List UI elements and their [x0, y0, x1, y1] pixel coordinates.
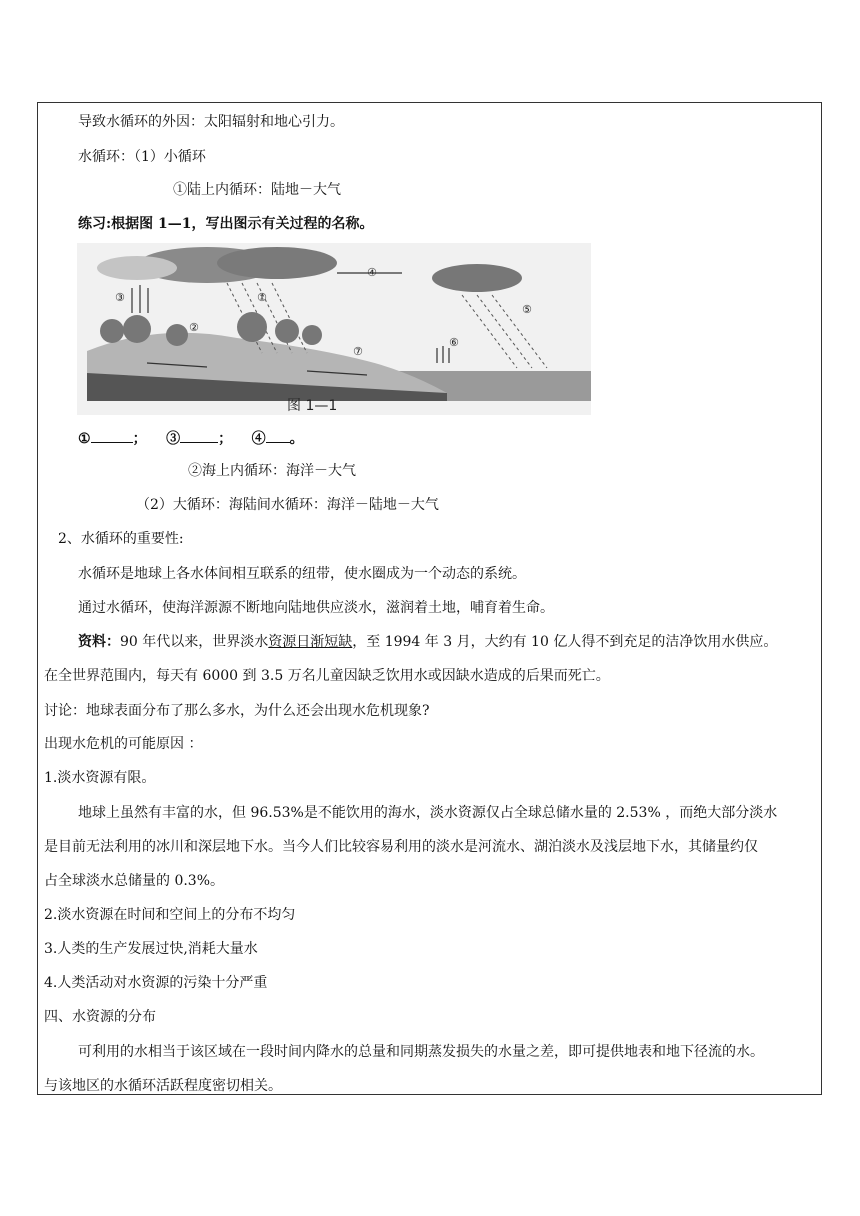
text-line: 出现水危机的可能原因 ： [44, 736, 203, 752]
marker-2: ② [189, 321, 199, 334]
material-paragraph: 资料：90 年代以来，世界淡水资源日渐短缺，至 1994 年 3 月，大约有 10 亿人得不到充足的洁净饮用水供应。 [78, 634, 778, 650]
figure-caption: 图 1—1 [287, 398, 338, 414]
marker-6: ⑥ [449, 336, 459, 349]
text-line: ①陆上内循环：陆地－大气 [173, 182, 341, 198]
blank-3[interactable] [180, 428, 218, 443]
text-line: 是目前无法利用的冰川和深层地下水。当今人们比较容易利用的淡水是河流水、湖泊淡水及浅层地下水，其储量约仅 [44, 839, 758, 855]
text-line: 水循环是地球上各水体间相互联系的纽带，使水圈成为一个动态的系统。 [78, 566, 526, 582]
list-item: 3.人类的生产发展过快,消耗大量水 [44, 941, 258, 957]
marker-5: ⑤ [522, 303, 532, 316]
marker-1: ① [257, 291, 267, 304]
text-line: ②海上内循环：海洋－大气 [188, 463, 356, 479]
exercise-heading: 练习:根据图 1—1，写出图示有关过程的名称。 [78, 216, 374, 232]
text-line: 可利用的水相当于该区域在一段时间内降水的总量和同期蒸发损失的水量之差，即可提供地表和地下径流的水。 [78, 1044, 764, 1060]
text-line: （2）大循环：海陆间水循环：海洋－陆地－大气 [136, 497, 439, 513]
text-line: 通过水循环，使海洋源源不断地向陆地供应淡水，滋润着土地，哺育着生命。 [78, 600, 554, 616]
section-heading: 2、水循环的重要性: [58, 531, 184, 547]
answer-blanks: ① ； ③ ； ④ 。 [78, 428, 304, 448]
marker-4: ④ [367, 266, 377, 279]
marker-7: ⑦ [353, 345, 363, 358]
list-item: 2.淡水资源在时间和空间上的分布不均匀 [44, 907, 296, 923]
list-item: 4.人类活动对水资源的污染十分严重 [44, 975, 268, 991]
text-line: 与该地区的水循环活跃程度密切相关。 [44, 1078, 282, 1094]
text-line: 地球上虽然有丰富的水，但 96.53%是不能饮用的海水，淡水资源仅占全球总储水量的 2.53% ，而绝大部分淡水 [78, 805, 778, 821]
blank-4[interactable] [266, 428, 290, 443]
text-line: 在全世界范围内，每天有 6000 到 3.5 万名儿童因缺乏饮用水或因缺水造成的后果而死亡。 [44, 668, 610, 684]
marker-3: ③ [115, 291, 125, 304]
list-item: 1.淡水资源有限。 [44, 770, 156, 786]
blank-1[interactable] [91, 428, 133, 443]
water-cycle-figure [77, 243, 591, 415]
text-line: 占全球淡水总储量的 0.3%。 [44, 873, 225, 889]
text-line: 水循环：（1）小循环 [78, 149, 206, 165]
text-line: 导致水循环的外因：太阳辐射和地心引力。 [78, 114, 344, 130]
text-line: 讨论：地球表面分布了那么多水，为什么还会出现水危机现象? [44, 703, 430, 719]
section-heading: 四、水资源的分布 [44, 1009, 156, 1025]
